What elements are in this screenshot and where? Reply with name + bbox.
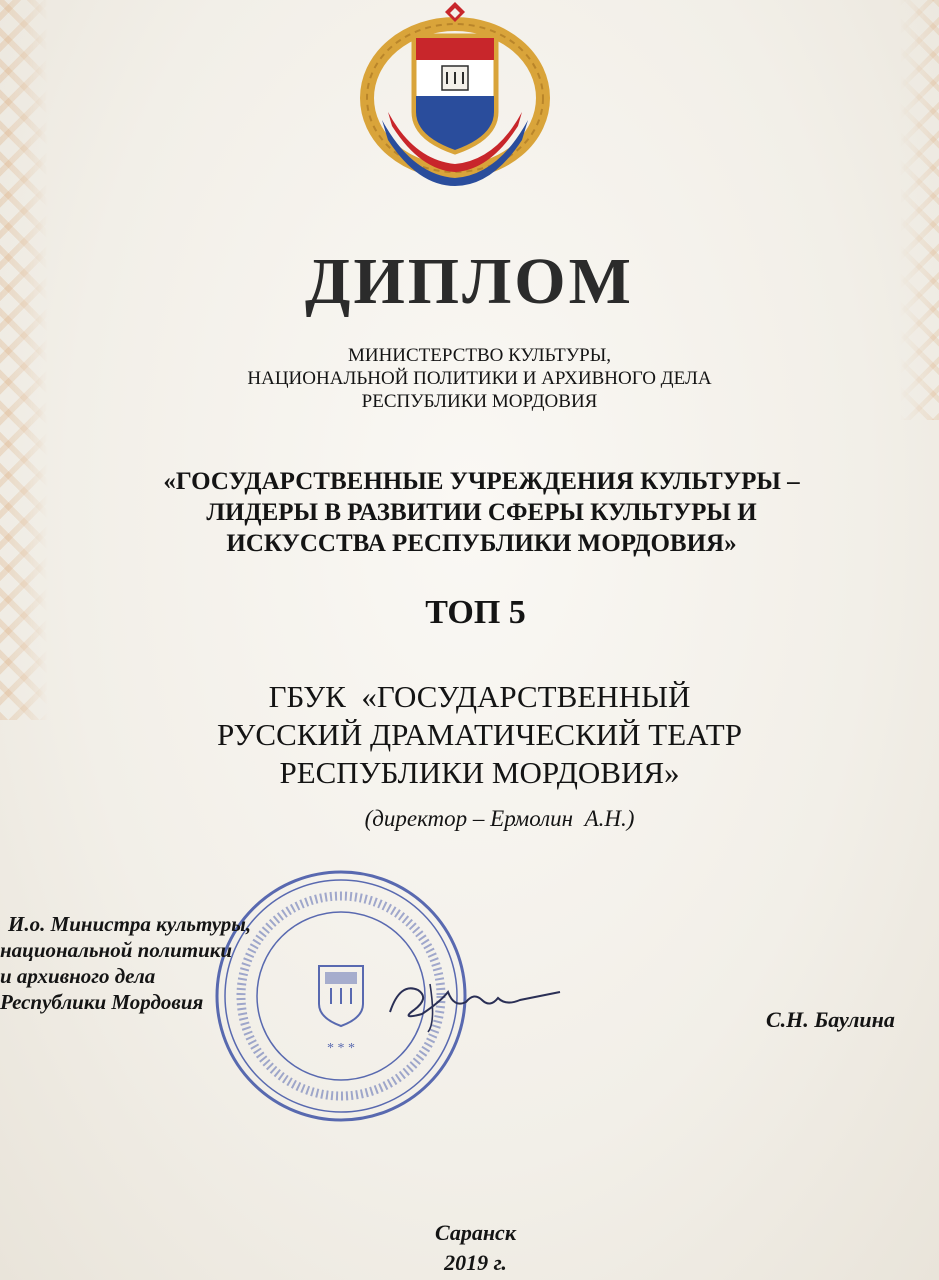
contest-line: «ГОСУДАРСТВЕННЫЕ УЧРЕЖДЕНИЯ КУЛЬТУРЫ –: [163, 468, 800, 495]
year-label: 2019 г.: [444, 1250, 507, 1275]
signatory-line: И.о. Министра культуры,: [8, 912, 252, 936]
city-label: Саранск: [435, 1220, 516, 1245]
rank-label: ТОП 5: [425, 594, 526, 631]
diploma-title: ДИПЛОМ: [305, 245, 634, 318]
handwritten-signature: [370, 962, 570, 1042]
recipient-line: РУССКИЙ ДРАМАТИЧЕСКИЙ ТЕАТР: [216, 717, 742, 752]
issuer-block: [10, 344, 939, 413]
issuer-line: МИНИСТЕРСТВО КУЛЬТУРЫ,: [347, 345, 612, 366]
director-note: (директор – Ермолин А.Н.): [364, 806, 635, 831]
svg-text:* * *: * * *: [327, 1041, 355, 1056]
recipient-line: РЕСПУБЛИКИ МОРДОВИЯ»: [279, 755, 680, 790]
recipient-line: ГБУК «ГОСУДАРСТВЕННЫЙ: [268, 679, 691, 714]
signatory-position: [0, 911, 251, 1015]
signatory-line: Республики Мордовия: [0, 990, 204, 1014]
signatory-line: и архивного дела: [0, 964, 156, 988]
issuer-line: НАЦИОНАЛЬНОЙ ПОЛИТИКИ И АРХИВНОГО ДЕЛА: [247, 368, 712, 389]
signatory-line: национальной политики: [0, 938, 233, 962]
coat-of-arms-emblem: [352, 0, 558, 186]
contest-line: ЛИДЕРЫ В РАЗВИТИИ СФЕРЫ КУЛЬТУРЫ И: [206, 499, 757, 526]
signatory-name: С.Н. Баулина: [766, 1007, 895, 1032]
issuer-line: РЕСПУБЛИКИ МОРДОВИЯ: [361, 391, 598, 412]
contest-line: ИСКУССТВА РЕСПУБЛИКИ МОРДОВИЯ»: [226, 530, 737, 557]
place-and-date: [6, 1218, 939, 1278]
contest-name: [12, 466, 939, 559]
recipient-organization: [10, 678, 939, 792]
